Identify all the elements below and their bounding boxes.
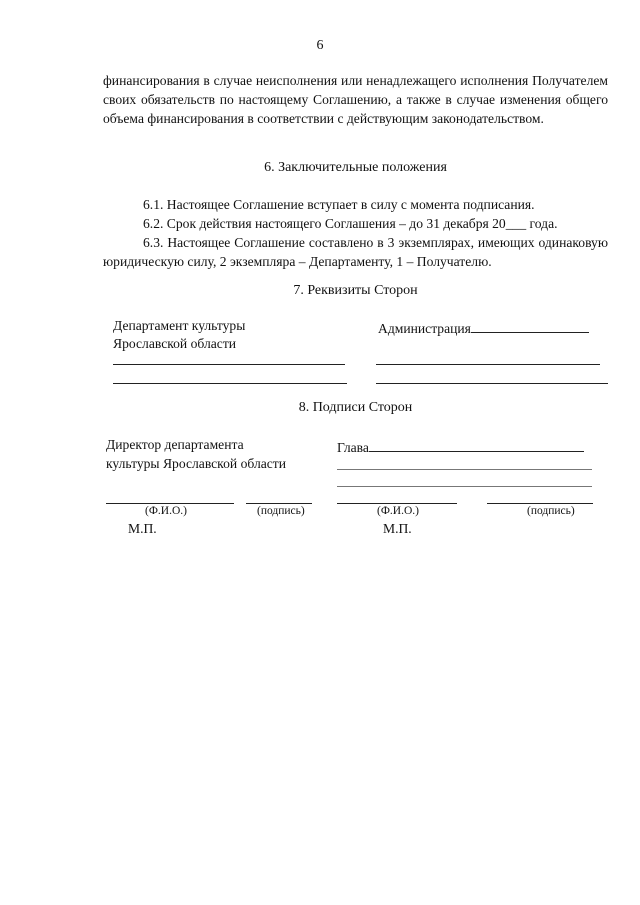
section-6-item-3: 6.3. Настоящее Соглашение составлено в 3 экземплярах, имеющих одинаковую юридическую силу, 2 экземпляра – Департаменту, 1 – Получателю. [103,235,608,269]
signatures-right-blank-2 [337,486,592,487]
left-fio-line [106,503,234,504]
left-signature-caption: (подпись) [257,505,305,517]
section-7-title: 7. Реквизиты Сторон [293,283,418,298]
requisites-right-text: Администрация [378,321,471,336]
section-6-title: 6. Заключительные положения [264,160,447,175]
right-signature-caption: (подпись) [527,505,575,517]
signatures-right-blank-1 [337,469,592,470]
right-fio-line [337,503,457,504]
requisites-right-blank-1 [376,364,600,365]
requisites-left-blank-1 [113,364,345,365]
requisites-right-blank-2 [376,383,608,384]
intro-paragraph: финансирования в случае неисполнения или ненадлежащего исполнения Получателем своих обязательств по настоящему Соглашению, а также в случае изменения общего объема финансирования в соответствии с действующим законодательством. [103,73,608,126]
section-6-item-2: 6.2. Срок действия настоящего Соглашения – до 31 декабря 20___ года. [143,216,558,231]
requisites-right-label [378,318,589,337]
requisites-left-line-1: Департамент культуры [113,318,246,333]
signatures-right-text: Глава [337,440,369,455]
left-signature-line [246,503,312,504]
right-signature-line [487,503,593,504]
signatures-right-label [337,437,584,456]
signatures-left-line-1: Директор департамента [106,437,244,452]
section-8-title: 8. Подписи Сторон [298,400,413,415]
requisites-left-line-2: Ярославской области [113,336,237,351]
requisites-left-blank-2 [113,383,347,384]
signatures-left-line-2: культуры Ярославской области [106,456,287,471]
left-fio-caption: (Ф.И.О.) [145,505,187,517]
left-seal-label: М.П. [128,521,157,536]
section-6-item-1: 6.1. Настоящее Соглашение вступает в силу с момента подписания. [143,197,535,212]
page-number: 6 [316,38,324,53]
right-fio-caption: (Ф.И.О.) [377,505,419,517]
signatures-right-blank-inline [369,437,584,452]
right-seal-label: М.П. [383,521,412,536]
requisites-right-blank-inline [471,318,589,333]
